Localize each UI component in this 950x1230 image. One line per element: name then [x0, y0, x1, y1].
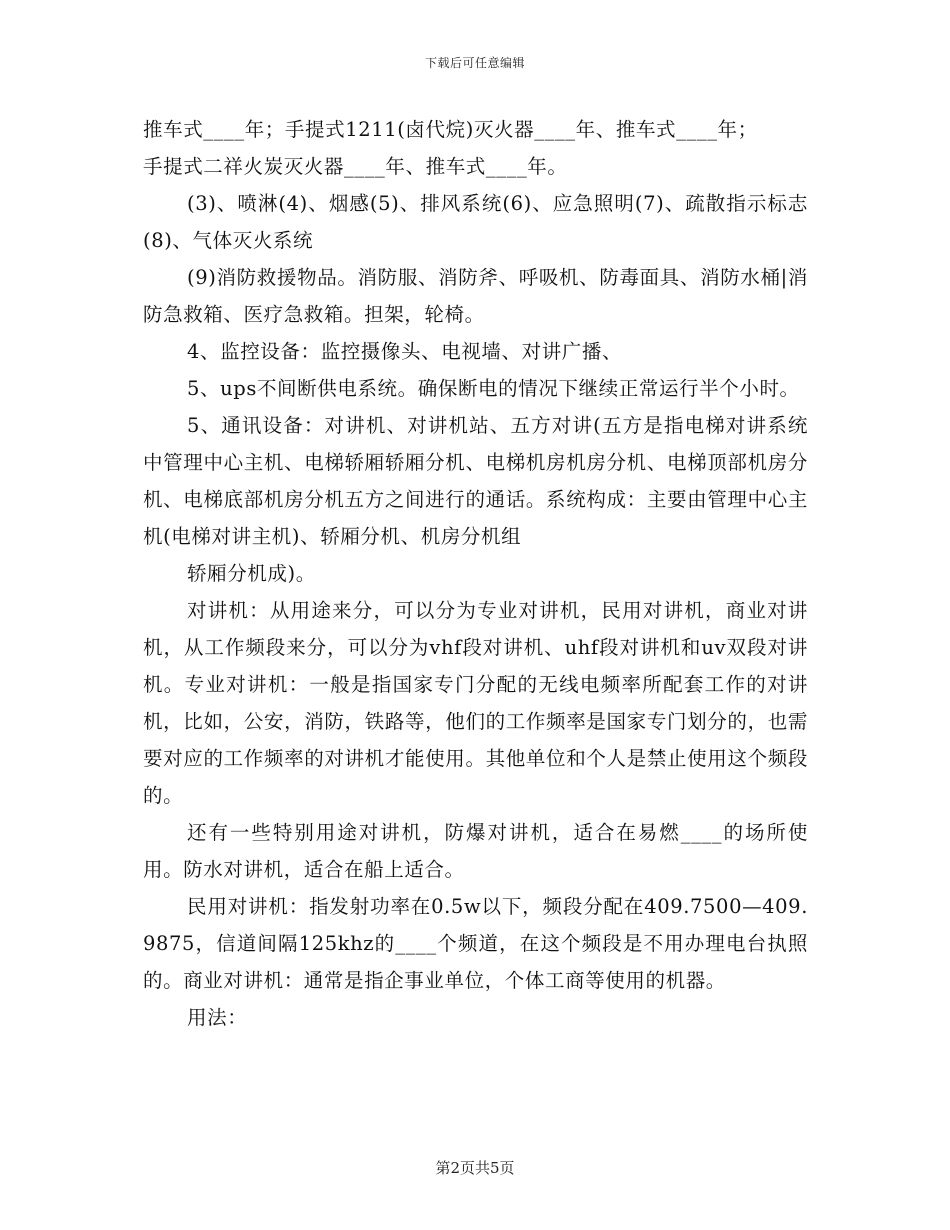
paragraph-fire-systems: (3)、喷淋(4)、烟感(5)、排风系统(6)、应急照明(7)、疏散指示标志(8)、气体灭火系统 — [143, 192, 808, 252]
paragraph-special-purpose: 还有一些特别用途对讲机，防爆对讲机，适合在易燃____的场所使用。防水对讲机，适合在船上适合。 — [143, 821, 808, 881]
paragraph-monitoring: 4、监控设备：监控摄像头、电视墙、对讲广播、 — [187, 340, 623, 363]
paragraph-usage: 用法： — [187, 1006, 248, 1029]
document-body — [143, 111, 808, 1036]
page-header: 下载后可任意编辑 — [424, 56, 525, 70]
paragraph-rescue-items: (9)消防救援物品。消防服、消防斧、呼吸机、防毒面具、消防水桶|消防急救箱、医疗急救箱。担架，轮椅。 — [143, 266, 808, 326]
paragraph-extinguisher-years — [143, 111, 808, 185]
paragraph-car-extension: 轿厢分机成)。 — [187, 562, 316, 585]
paragraph-ups: 5、ups不间断供电系统。确保断电的情况下继续正常运行半个小时。 — [187, 377, 800, 400]
text-line: 推车式____年；手提式1211(卤代烷)灭火器____年、推车式____年； — [143, 118, 758, 141]
paragraph-civil-use: 民用对讲机：指发射功率在0.5w以下，频段分配在409.7500—409.9875，信道间隔125khz的____个频道，在这个频段是不用办理电台执照的。商业对讲机：通常是指企事业单位，个体工商等使用的机器。 — [143, 895, 808, 992]
page-footer: 第2页共5页 — [435, 1159, 515, 1177]
text-line: 手提式二祥火炭灭火器____年、推车式____年。 — [143, 155, 568, 178]
paragraph-walkie-talkie: 对讲机：从用途来分，可以分为专业对讲机，民用对讲机，商业对讲机，从工作频段来分，可以分为vhf段对讲机、uhf段对讲机和uv双段对讲机。专业对讲机：一般是指国家专门分配的无线电频率所配套工作的对讲机，比如，公安，消防，铁路等，他们的工作频率是国家专门划分的，也需要对应的工作频率的对讲机才能使用。其他单位和个人是禁止使用这个频段的。 — [143, 599, 808, 807]
paragraph-communication: 5、通讯设备：对讲机、对讲机站、五方对讲(五方是指电梯对讲系统中管理中心主机、电梯轿厢轿厢分机、电梯机房机房分机、电梯顶部机房分机、电梯底部机房分机五方之间进行的通话。系统构成：主要由管理中心主机(电梯对讲主机)、轿厢分机、机房分机组 — [143, 414, 808, 548]
